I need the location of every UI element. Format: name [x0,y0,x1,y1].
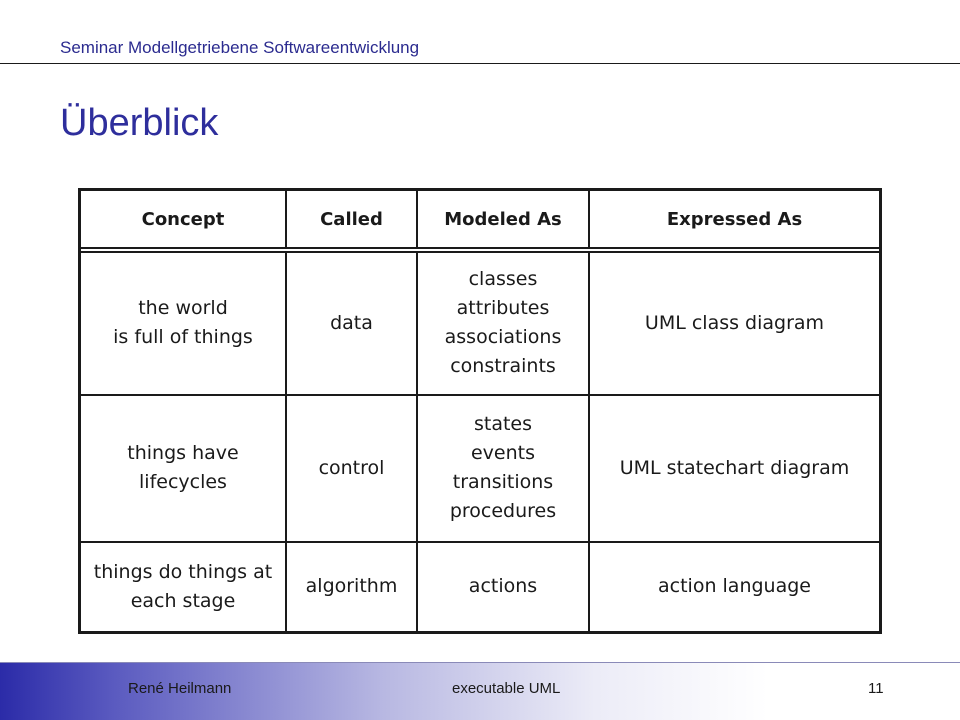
cell-expressed-as: UML class diagram [589,250,879,395]
table-row [81,542,879,631]
cell-expressed-as: action language [589,542,879,631]
cell-called: control [286,395,417,542]
header-divider [0,63,960,64]
cell-modeled-as: classes attributes associations constraints [417,250,589,395]
column-header-expressed-as: Expressed As [589,191,879,250]
cell-modeled-as: states events transitions procedures [417,395,589,542]
course-title: Seminar Modellgetriebene Softwareentwicklung [60,38,420,57]
cell-modeled-as: actions [417,542,589,631]
footer-topic: executable UML [452,680,561,697]
overview-table [78,188,882,634]
footer-author: René Heilmann [128,680,232,697]
column-header-concept: Concept [81,191,286,250]
column-header-modeled-as: Modeled As [417,191,589,250]
column-header-called: Called [286,191,417,250]
table-row [81,250,879,395]
cell-called: data [286,250,417,395]
page-number: 11 [868,680,884,697]
cell-concept: things have lifecycles [81,395,286,542]
cell-expressed-as: UML statechart diagram [589,395,879,542]
table-row [81,395,879,542]
cell-called: algorithm [286,542,417,631]
cell-concept: the world is full of things [81,250,286,395]
slide-title: Überblick [60,102,219,144]
footer-divider [0,662,960,663]
table-header-row [81,191,879,250]
cell-concept: things do things at each stage [81,542,286,631]
